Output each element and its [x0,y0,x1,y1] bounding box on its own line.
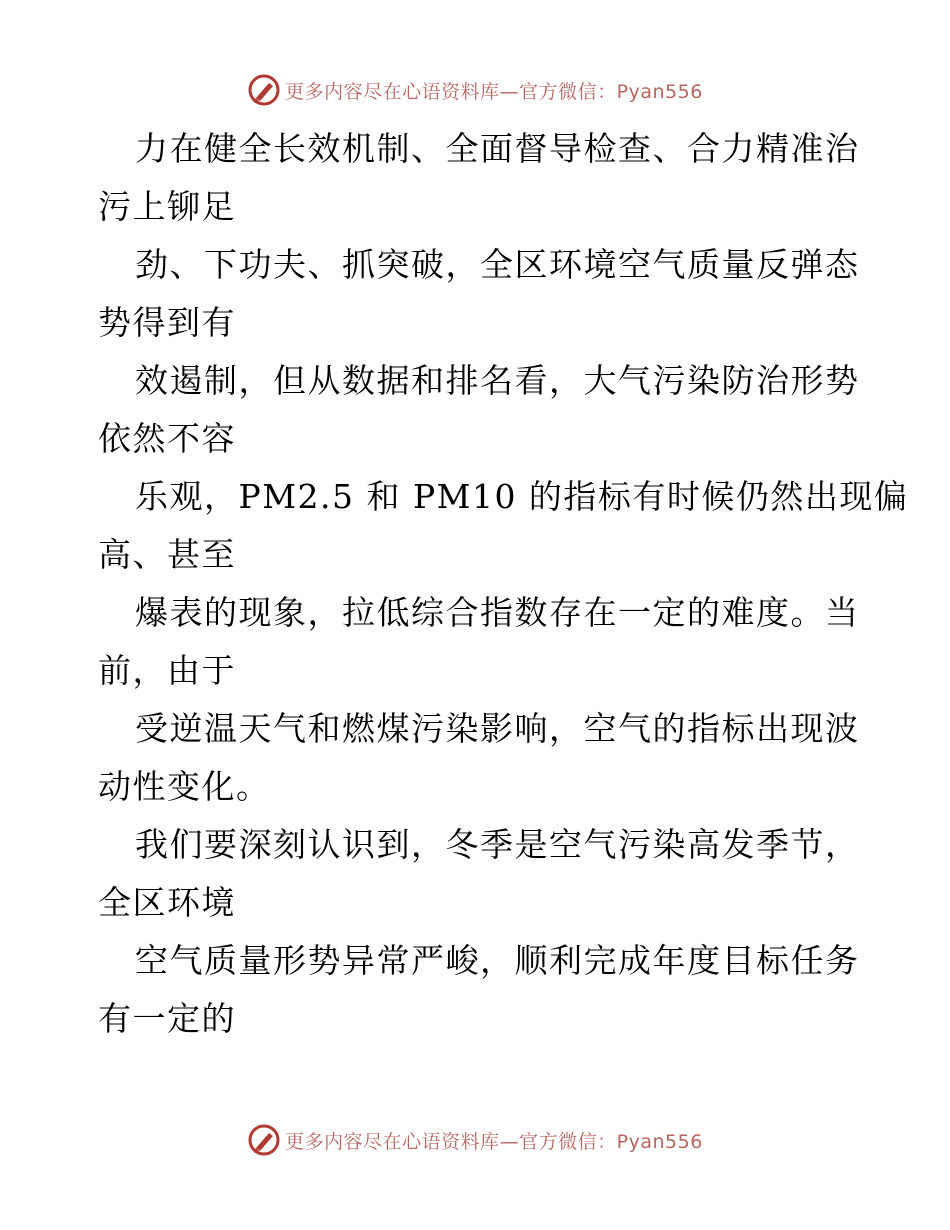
header-banner-text: 更多内容尽在心语资料库—官方微信：Pyan556 [285,80,703,103]
document-body [98,120,909,1048]
header-banner [0,70,950,110]
paragraph-line: 动性变化。 [98,767,271,806]
paragraph [98,468,909,584]
paragraph-line: 力在健全长效机制、全面督导检查、合力精准治 [135,129,860,168]
paragraph-line: 污上铆足 [98,187,236,226]
paragraph [98,120,858,236]
paragraph [98,236,858,352]
paragraph-line: 高、甚至 [98,535,236,574]
pen-logo-icon [247,1123,281,1157]
paragraph [98,352,858,468]
paragraph-line: 全区环境 [98,883,236,922]
paragraph-line: 势得到有 [98,303,236,342]
footer-banner [0,1120,950,1160]
paragraph [98,700,858,816]
pen-logo-icon [247,73,281,107]
footer-banner-text: 更多内容尽在心语资料库—官方微信：Pyan556 [285,1130,703,1153]
paragraph-line: 有一定的 [98,999,236,1038]
paragraph-line: 前，由于 [98,651,236,690]
paragraph-line: 受逆温天气和燃煤污染影响，空气的指标出现波 [135,709,860,748]
paragraph-line: 爆表的现象，拉低综合指数存在一定的难度。当 [135,593,860,632]
paragraph-line: 效遏制，但从数据和排名看，大气污染防治形势 [135,361,860,400]
paragraph-line: 依然不容 [98,419,236,458]
paragraph-line: 我们要深刻认识到，冬季是空气污染高发季节， [135,825,860,864]
paragraph [98,932,858,1048]
paragraph-line: 乐观，PM2.5 和 PM10 的指标有时候仍然出现偏 [135,477,909,516]
paragraph-line: 劲、下功夫、抓突破，全区环境空气质量反弹态 [135,245,860,284]
paragraph-line: 空气质量形势异常严峻，顺利完成年度目标任务 [135,941,860,980]
paragraph [98,816,858,932]
paragraph [98,584,858,700]
